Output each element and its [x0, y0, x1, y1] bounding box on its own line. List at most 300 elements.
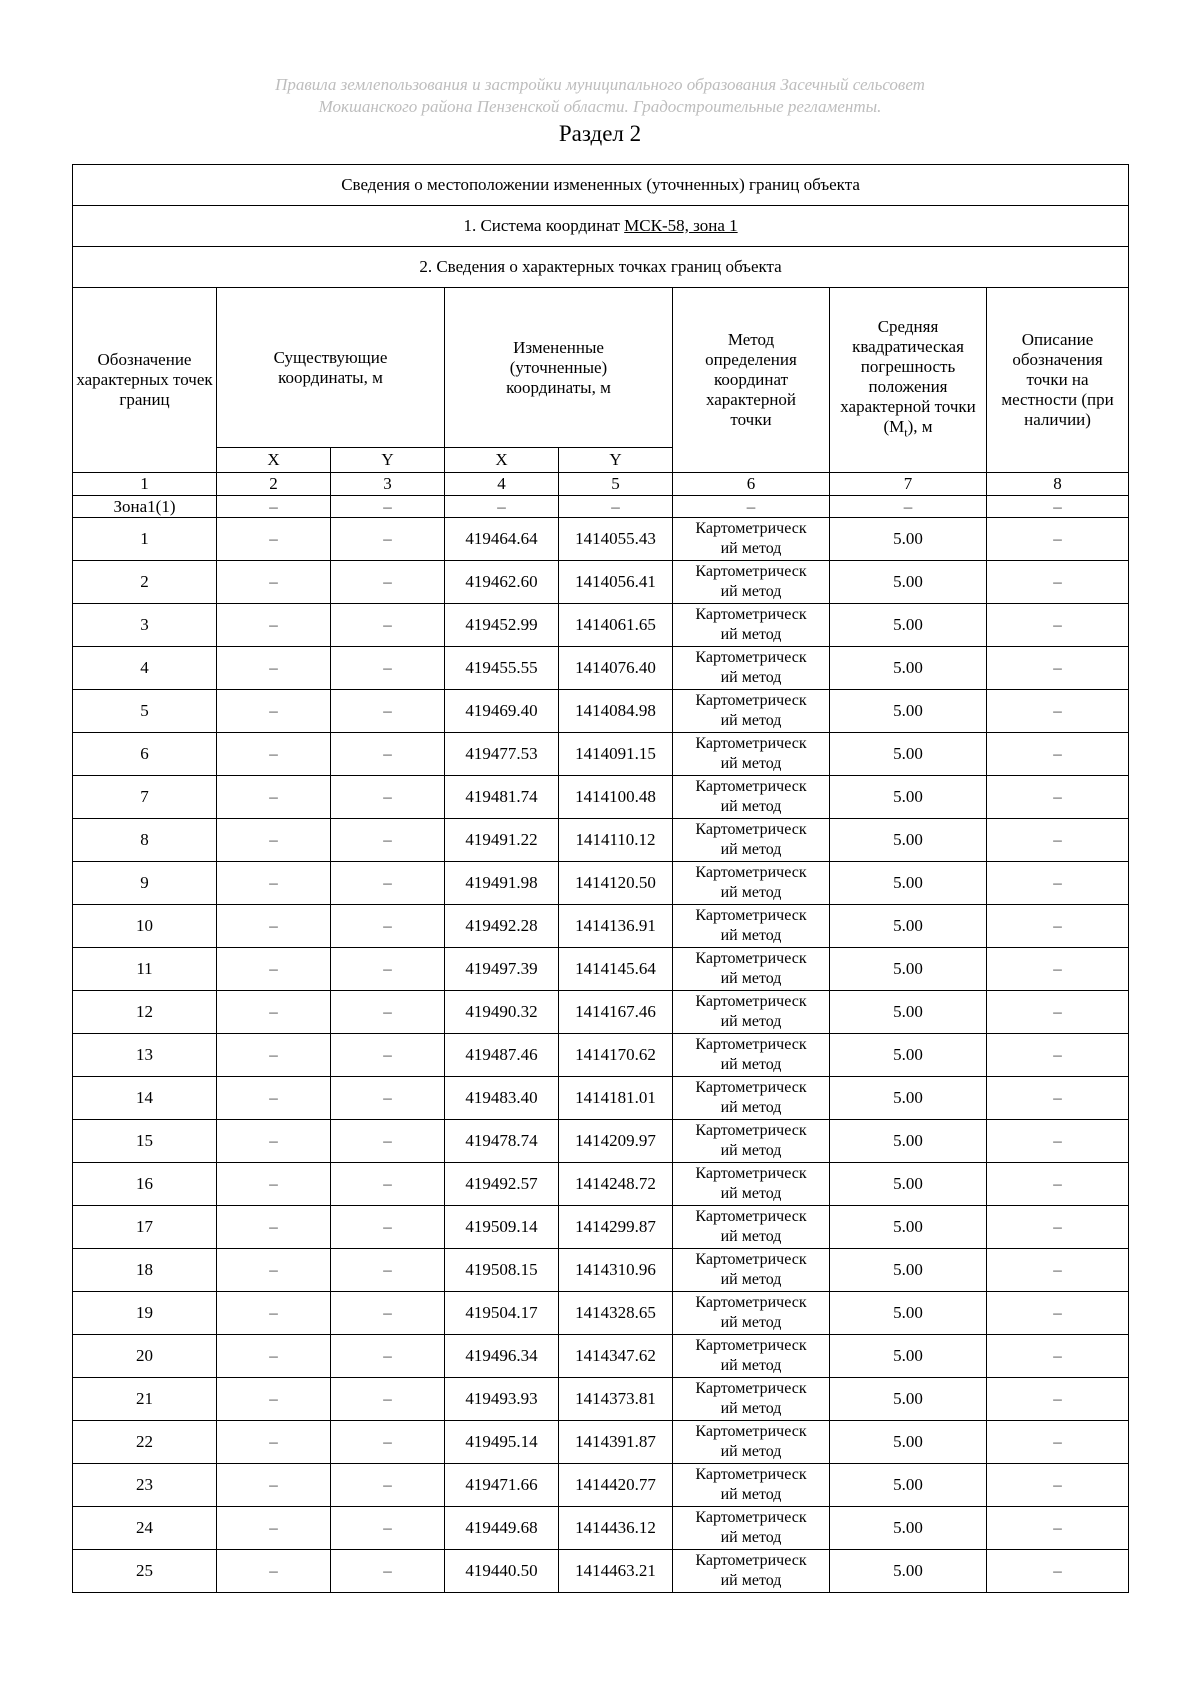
- table-row: [73, 1077, 1129, 1120]
- method: [673, 1034, 830, 1077]
- existing-y: –: [331, 1120, 445, 1163]
- column-number: 5: [559, 473, 673, 496]
- changed-x: 419492.28: [445, 905, 559, 948]
- changed-x: 419452.99: [445, 604, 559, 647]
- changed-x: 419478.74: [445, 1120, 559, 1163]
- method: [673, 862, 830, 905]
- existing-x: –: [217, 1507, 331, 1550]
- method-line2: ий метод: [720, 970, 782, 987]
- table-row: [73, 518, 1129, 561]
- method-line1: Картометрическ: [695, 735, 807, 752]
- changed-x: 419493.93: [445, 1378, 559, 1421]
- error-value: 5.00: [830, 1335, 987, 1378]
- points-title: 2. Сведения о характерных точках границ объекта: [73, 247, 1129, 288]
- zone-label: Зона1(1): [73, 496, 217, 518]
- table-row: [73, 819, 1129, 862]
- method: [673, 647, 830, 690]
- table-row: [73, 733, 1129, 776]
- method-line2: ий метод: [720, 841, 782, 858]
- method-line2: ий метод: [720, 1056, 782, 1073]
- method-line1: Картометрическ: [695, 1509, 807, 1526]
- method: [673, 1335, 830, 1378]
- method-line1: Картометрическ: [695, 649, 807, 666]
- header-method: Метод определения координат характерной точки: [673, 288, 830, 473]
- table-row: [73, 690, 1129, 733]
- table-row: [73, 1507, 1129, 1550]
- method: [673, 690, 830, 733]
- existing-x: –: [217, 690, 331, 733]
- method: [673, 1292, 830, 1335]
- table-row: [73, 991, 1129, 1034]
- header-description: Описание обозначения точки на местности (при наличии): [987, 288, 1129, 473]
- method-line2: ий метод: [720, 626, 782, 643]
- point-number: 17: [73, 1206, 217, 1249]
- point-number: 6: [73, 733, 217, 776]
- error-value: 5.00: [830, 948, 987, 991]
- description: –: [987, 1249, 1129, 1292]
- method-line1: Картометрическ: [695, 520, 807, 537]
- table-row: [73, 1206, 1129, 1249]
- changed-y: 1414136.91: [559, 905, 673, 948]
- error-value: 5.00: [830, 604, 987, 647]
- method-line2: ий метод: [720, 1228, 782, 1245]
- table-row: [73, 1249, 1129, 1292]
- point-number: 9: [73, 862, 217, 905]
- method-line2: ий метод: [720, 798, 782, 815]
- description: –: [987, 1120, 1129, 1163]
- zone-cell: –: [331, 496, 445, 518]
- description: –: [987, 819, 1129, 862]
- existing-x: –: [217, 1550, 331, 1593]
- table-title: Сведения о местоположении измененных (уточненных) границ объекта: [73, 165, 1129, 206]
- existing-y: –: [331, 1206, 445, 1249]
- method: [673, 1507, 830, 1550]
- point-number: 7: [73, 776, 217, 819]
- method: [673, 1464, 830, 1507]
- table-row: [73, 647, 1129, 690]
- method: [673, 1077, 830, 1120]
- method-line2: ий метод: [720, 1400, 782, 1417]
- column-number: 7: [830, 473, 987, 496]
- table-row: [73, 1464, 1129, 1507]
- error-value: 5.00: [830, 1550, 987, 1593]
- description: –: [987, 1034, 1129, 1077]
- changed-y: 1414055.43: [559, 518, 673, 561]
- table-row: [73, 604, 1129, 647]
- existing-x: –: [217, 1163, 331, 1206]
- description: –: [987, 1292, 1129, 1335]
- error-value: 5.00: [830, 1206, 987, 1249]
- coord-system-value: МСК-58, зона 1: [624, 216, 738, 235]
- point-number: 15: [73, 1120, 217, 1163]
- existing-x: –: [217, 862, 331, 905]
- changed-y: 1414170.62: [559, 1034, 673, 1077]
- method: [673, 1120, 830, 1163]
- description: –: [987, 1378, 1129, 1421]
- error-value: 5.00: [830, 819, 987, 862]
- header-note-line1: Правила землепользования и застройки муниципального образования Засечный сельсовет: [275, 75, 925, 94]
- point-number: 4: [73, 647, 217, 690]
- point-number: 8: [73, 819, 217, 862]
- changed-y: 1414373.81: [559, 1378, 673, 1421]
- table-row: [73, 776, 1129, 819]
- changed-x: 419440.50: [445, 1550, 559, 1593]
- table-row: [73, 1550, 1129, 1593]
- changed-y: 1414347.62: [559, 1335, 673, 1378]
- point-number: 24: [73, 1507, 217, 1550]
- existing-y: –: [331, 1550, 445, 1593]
- existing-x: –: [217, 1206, 331, 1249]
- error-value: 5.00: [830, 647, 987, 690]
- existing-y: –: [331, 561, 445, 604]
- method-line2: ий метод: [720, 1185, 782, 1202]
- point-number: 5: [73, 690, 217, 733]
- changed-x: 419481.74: [445, 776, 559, 819]
- description: –: [987, 561, 1129, 604]
- changed-x: 419462.60: [445, 561, 559, 604]
- point-number: 13: [73, 1034, 217, 1077]
- table-row: [73, 862, 1129, 905]
- existing-y: –: [331, 1464, 445, 1507]
- method-line1: Картометрическ: [695, 606, 807, 623]
- header-error-suffix: ), м: [907, 417, 933, 437]
- changed-y: 1414167.46: [559, 991, 673, 1034]
- table-row: [73, 948, 1129, 991]
- changed-y: 1414209.97: [559, 1120, 673, 1163]
- method-line1: Картометрическ: [695, 1036, 807, 1053]
- error-value: 5.00: [830, 1378, 987, 1421]
- point-number: 16: [73, 1163, 217, 1206]
- coord-system-prefix: 1. Система координат: [463, 216, 625, 235]
- existing-x: –: [217, 776, 331, 819]
- method: [673, 991, 830, 1034]
- points-title-row: [73, 247, 1129, 288]
- point-number: 10: [73, 905, 217, 948]
- point-number: 12: [73, 991, 217, 1034]
- method-line2: ий метод: [720, 1486, 782, 1503]
- changed-x: 419464.64: [445, 518, 559, 561]
- changed-y: 1414145.64: [559, 948, 673, 991]
- existing-x: –: [217, 905, 331, 948]
- method-line1: Картометрическ: [695, 950, 807, 967]
- method: [673, 1378, 830, 1421]
- method-line1: Картометрическ: [695, 1380, 807, 1397]
- header-error-prefix: Средняя квадратическая погрешность положения характерной точки (M: [840, 317, 976, 437]
- table-row: [73, 1378, 1129, 1421]
- changed-y: 1414181.01: [559, 1077, 673, 1120]
- existing-x: –: [217, 1378, 331, 1421]
- error-value: 5.00: [830, 991, 987, 1034]
- description: –: [987, 1464, 1129, 1507]
- zone-cell: –: [559, 496, 673, 518]
- method-line1: Картометрическ: [695, 1208, 807, 1225]
- method-line2: ий метод: [720, 1271, 782, 1288]
- point-number: 19: [73, 1292, 217, 1335]
- changed-y: 1414061.65: [559, 604, 673, 647]
- existing-x: –: [217, 948, 331, 991]
- existing-x: –: [217, 1421, 331, 1464]
- column-number: 4: [445, 473, 559, 496]
- description: –: [987, 1507, 1129, 1550]
- zone-cell: –: [445, 496, 559, 518]
- header-changed-x: X: [445, 448, 559, 473]
- method-line1: Картометрическ: [695, 1251, 807, 1268]
- boundary-points-table: [72, 164, 1129, 1593]
- existing-y: –: [331, 819, 445, 862]
- description: –: [987, 1163, 1129, 1206]
- changed-x: 419477.53: [445, 733, 559, 776]
- method: [673, 1206, 830, 1249]
- method-line1: Картометрическ: [695, 1165, 807, 1182]
- header-existing-x: X: [217, 448, 331, 473]
- method: [673, 819, 830, 862]
- method-line1: Картометрическ: [695, 1466, 807, 1483]
- changed-y: 1414084.98: [559, 690, 673, 733]
- error-value: 5.00: [830, 1507, 987, 1550]
- method-line1: Картометрическ: [695, 1294, 807, 1311]
- point-number: 1: [73, 518, 217, 561]
- existing-y: –: [331, 1507, 445, 1550]
- method-line1: Картометрическ: [695, 1079, 807, 1096]
- method-line1: Картометрическ: [695, 993, 807, 1010]
- table-row: [73, 1163, 1129, 1206]
- existing-x: –: [217, 819, 331, 862]
- description: –: [987, 1077, 1129, 1120]
- error-value: 5.00: [830, 1421, 987, 1464]
- zone-cell: –: [987, 496, 1129, 518]
- error-value: 5.00: [830, 1292, 987, 1335]
- table-row: [73, 561, 1129, 604]
- point-number: 14: [73, 1077, 217, 1120]
- changed-y: 1414310.96: [559, 1249, 673, 1292]
- method-line2: ий метод: [720, 583, 782, 600]
- existing-y: –: [331, 604, 445, 647]
- existing-y: –: [331, 647, 445, 690]
- header-note-line2: Мокшанского района Пензенской области. Градостроительные регламенты.: [318, 97, 882, 116]
- existing-x: –: [217, 1120, 331, 1163]
- description: –: [987, 991, 1129, 1034]
- header-existing: Существующие координаты, м: [217, 288, 445, 448]
- existing-y: –: [331, 776, 445, 819]
- error-value: 5.00: [830, 518, 987, 561]
- header-note: [0, 74, 1200, 118]
- header-error-sub: t: [904, 425, 908, 440]
- error-value: 5.00: [830, 1120, 987, 1163]
- error-value: 5.00: [830, 561, 987, 604]
- point-number: 20: [73, 1335, 217, 1378]
- error-value: 5.00: [830, 690, 987, 733]
- method-line1: Картометрическ: [695, 778, 807, 795]
- column-numbers-row: [73, 473, 1129, 496]
- description: –: [987, 776, 1129, 819]
- existing-y: –: [331, 1292, 445, 1335]
- changed-x: 419496.34: [445, 1335, 559, 1378]
- method-line1: Картометрическ: [695, 821, 807, 838]
- changed-x: 419492.57: [445, 1163, 559, 1206]
- method: [673, 1421, 830, 1464]
- point-number: 11: [73, 948, 217, 991]
- column-number: 8: [987, 473, 1129, 496]
- header-designation: Обозначение характерных точек границ: [73, 288, 217, 473]
- description: –: [987, 647, 1129, 690]
- header-error: [830, 288, 987, 473]
- changed-x: 419504.17: [445, 1292, 559, 1335]
- method-line2: ий метод: [720, 1314, 782, 1331]
- description: –: [987, 1206, 1129, 1249]
- changed-x: 419495.14: [445, 1421, 559, 1464]
- changed-x: 419508.15: [445, 1249, 559, 1292]
- changed-y: 1414299.87: [559, 1206, 673, 1249]
- existing-y: –: [331, 733, 445, 776]
- changed-x: 419490.32: [445, 991, 559, 1034]
- existing-x: –: [217, 1034, 331, 1077]
- existing-y: –: [331, 948, 445, 991]
- method: [673, 905, 830, 948]
- header-row: [73, 288, 1129, 448]
- existing-x: –: [217, 1249, 331, 1292]
- point-number: 21: [73, 1378, 217, 1421]
- method-line2: ий метод: [720, 1443, 782, 1460]
- error-value: 5.00: [830, 1163, 987, 1206]
- existing-x: –: [217, 647, 331, 690]
- method-line1: Картометрическ: [695, 864, 807, 881]
- description: –: [987, 604, 1129, 647]
- method: [673, 1249, 830, 1292]
- existing-x: –: [217, 1464, 331, 1507]
- error-value: 5.00: [830, 733, 987, 776]
- existing-y: –: [331, 1249, 445, 1292]
- method-line1: Картометрическ: [695, 1337, 807, 1354]
- description: –: [987, 1421, 1129, 1464]
- description: –: [987, 862, 1129, 905]
- existing-y: –: [331, 862, 445, 905]
- description: –: [987, 518, 1129, 561]
- method: [673, 561, 830, 604]
- changed-x: 419471.66: [445, 1464, 559, 1507]
- error-value: 5.00: [830, 776, 987, 819]
- changed-y: 1414100.48: [559, 776, 673, 819]
- changed-x: 419483.40: [445, 1077, 559, 1120]
- changed-y: 1414110.12: [559, 819, 673, 862]
- error-value: 5.00: [830, 862, 987, 905]
- existing-x: –: [217, 733, 331, 776]
- method: [673, 1163, 830, 1206]
- changed-y: 1414391.87: [559, 1421, 673, 1464]
- method-line2: ий метод: [720, 712, 782, 729]
- existing-y: –: [331, 1335, 445, 1378]
- existing-y: –: [331, 1163, 445, 1206]
- method-line1: Картометрическ: [695, 563, 807, 580]
- existing-x: –: [217, 561, 331, 604]
- table-row: [73, 905, 1129, 948]
- point-number: 18: [73, 1249, 217, 1292]
- error-value: 5.00: [830, 1077, 987, 1120]
- existing-y: –: [331, 1034, 445, 1077]
- changed-y: 1414463.21: [559, 1550, 673, 1593]
- description: –: [987, 948, 1129, 991]
- table-title-row: [73, 165, 1129, 206]
- changed-y: 1414091.15: [559, 733, 673, 776]
- method-line1: Картометрическ: [695, 1423, 807, 1440]
- header-changed-y: Y: [559, 448, 673, 473]
- point-number: 23: [73, 1464, 217, 1507]
- method: [673, 604, 830, 647]
- changed-x: 419491.22: [445, 819, 559, 862]
- existing-y: –: [331, 1378, 445, 1421]
- existing-y: –: [331, 991, 445, 1034]
- changed-x: 419491.98: [445, 862, 559, 905]
- description: –: [987, 1335, 1129, 1378]
- method-line2: ий метод: [720, 755, 782, 772]
- changed-x: 419449.68: [445, 1507, 559, 1550]
- point-number: 2: [73, 561, 217, 604]
- method-line2: ий метод: [720, 884, 782, 901]
- error-value: 5.00: [830, 1464, 987, 1507]
- point-number: 3: [73, 604, 217, 647]
- changed-x: 419497.39: [445, 948, 559, 991]
- description: –: [987, 733, 1129, 776]
- table-row: [73, 1034, 1129, 1077]
- coord-system-row: [73, 206, 1129, 247]
- method-line2: ий метод: [720, 1529, 782, 1546]
- point-number: 22: [73, 1421, 217, 1464]
- error-value: 5.00: [830, 1034, 987, 1077]
- existing-y: –: [331, 518, 445, 561]
- method-line1: Картометрическ: [695, 907, 807, 924]
- changed-x: 419455.55: [445, 647, 559, 690]
- existing-x: –: [217, 1077, 331, 1120]
- column-number: 6: [673, 473, 830, 496]
- existing-y: –: [331, 1421, 445, 1464]
- existing-y: –: [331, 1077, 445, 1120]
- description: –: [987, 690, 1129, 733]
- method-line1: Картометрическ: [695, 692, 807, 709]
- zone-cell: –: [673, 496, 830, 518]
- header-existing-y: Y: [331, 448, 445, 473]
- changed-x: 419487.46: [445, 1034, 559, 1077]
- method-line1: Картометрическ: [695, 1552, 807, 1569]
- changed-y: 1414120.50: [559, 862, 673, 905]
- method: [673, 776, 830, 819]
- existing-x: –: [217, 604, 331, 647]
- changed-x: 419469.40: [445, 690, 559, 733]
- method-line2: ий метод: [720, 1013, 782, 1030]
- description: –: [987, 1550, 1129, 1593]
- method: [673, 1550, 830, 1593]
- point-number: 25: [73, 1550, 217, 1593]
- method-line1: Картометрическ: [695, 1122, 807, 1139]
- error-value: 5.00: [830, 905, 987, 948]
- coord-system-cell: [73, 206, 1129, 247]
- description: –: [987, 905, 1129, 948]
- column-number: 1: [73, 473, 217, 496]
- existing-y: –: [331, 905, 445, 948]
- table-row: [73, 1421, 1129, 1464]
- existing-x: –: [217, 518, 331, 561]
- header-changed: Измененные (уточненные) координаты, м: [445, 288, 673, 448]
- changed-y: 1414328.65: [559, 1292, 673, 1335]
- column-number: 2: [217, 473, 331, 496]
- method: [673, 733, 830, 776]
- method-line2: ий метод: [720, 540, 782, 557]
- zone-cell: –: [217, 496, 331, 518]
- changed-y: 1414436.12: [559, 1507, 673, 1550]
- existing-x: –: [217, 991, 331, 1034]
- column-number: 3: [331, 473, 445, 496]
- error-value: 5.00: [830, 1249, 987, 1292]
- method-line2: ий метод: [720, 927, 782, 944]
- changed-y: 1414056.41: [559, 561, 673, 604]
